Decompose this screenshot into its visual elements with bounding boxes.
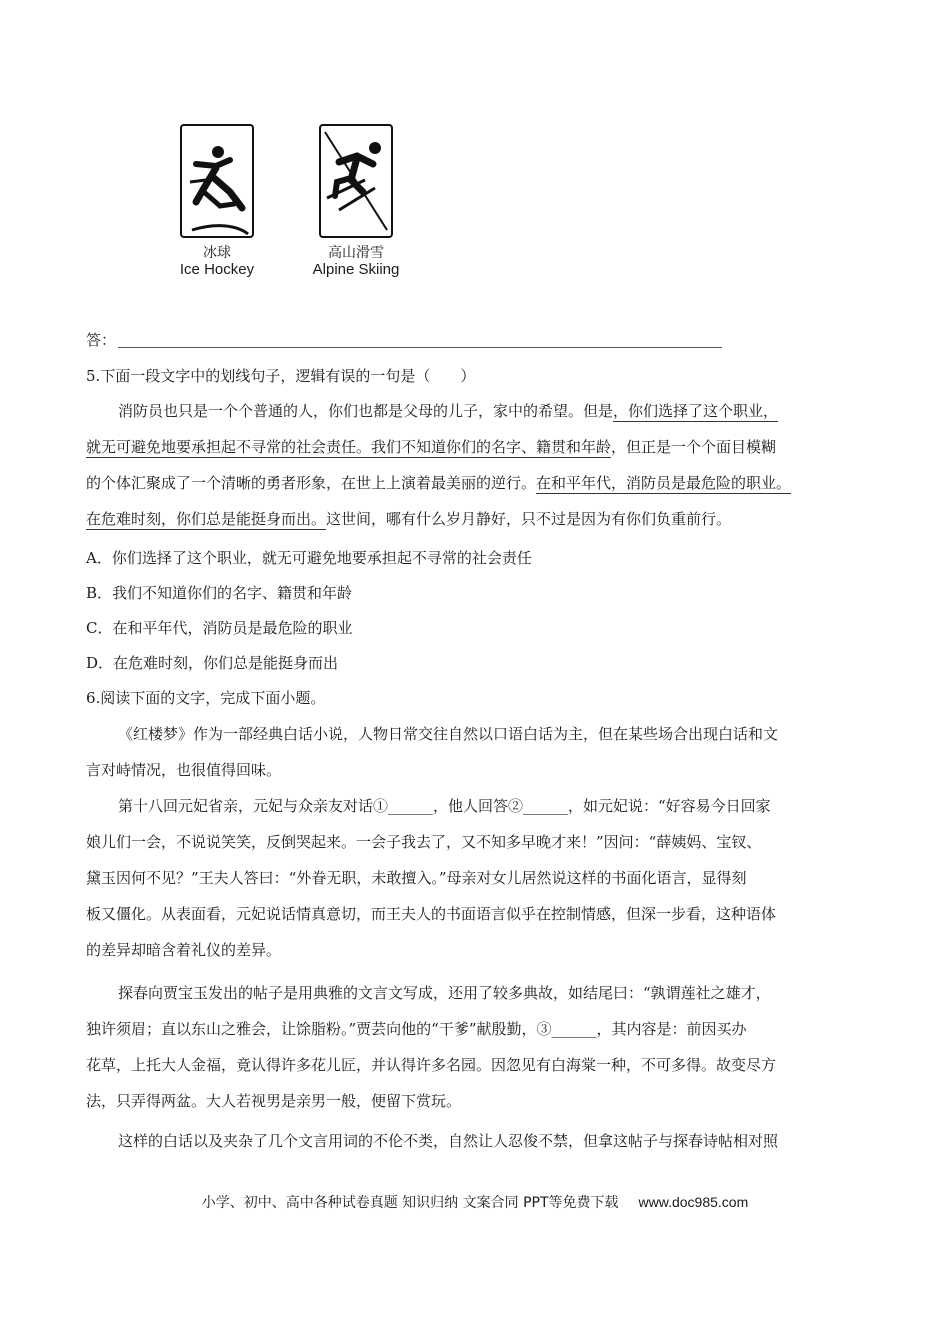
pictogram-label-zh: 冰球 (203, 245, 231, 261)
underlined-sentence: 在危难时刻，你们总是能挺身而出。 (86, 510, 327, 528)
passage-line: 这样的白话以及夹杂了几个文言用词的不伦不类，自然让人忍俊不禁，但拿这帖子与探春诗帖相对照 (118, 1132, 779, 1150)
option-d: D．在危难时刻，你们总是能挺身而出 (86, 654, 339, 672)
passage-line: 就无可避免地要承担起不寻常的社会责任。我们不知道你们的名字、籍贯和年龄，但正是一个个面目模糊 (86, 438, 777, 456)
ice-hockey-pictogram (178, 122, 256, 240)
answer-label: 答： (86, 331, 117, 349)
pictogram-label-en: Alpine Skiing (312, 261, 400, 278)
passage-line: 板又僵化。从表面看，元妃说话情真意切，而王夫人的书面语言似乎在控制情感，但深一步看，这种语体 (86, 905, 777, 923)
option-a: A．你们选择了这个职业，就无可避免地要承担起不寻常的社会责任 (86, 549, 532, 567)
passage-line: 言对峙情况，也很值得回味。 (86, 761, 282, 779)
underlined-sentence: 就无可避免地要承担起不寻常的社会责任。我们不知道你们的名字、籍贯和年龄 (86, 438, 612, 456)
passage-line: 在危难时刻，你们总是能挺身而出。这世间，哪有什么岁月静好，只不过是因为有你们负重前行。 (86, 510, 732, 528)
option-c: C．在和平年代，消防员是最危险的职业 (86, 619, 353, 637)
underlined-sentence: 在和平年代，消防员是最危险的职业。 (536, 474, 792, 492)
underlined-sentence: ，你们选择了这个职业， (613, 402, 779, 420)
pictogram-label-en: Ice Hockey (179, 261, 255, 278)
passage-line: 法，只弄得两盆。大人若视男是亲男一般，便留下赏玩。 (86, 1092, 462, 1110)
passage-line: 的差异却暗含着礼仪的差异。 (86, 941, 282, 959)
passage-line: 黛玉因何不见？”王夫人答曰：“外眷无职，未敢擅入。”母亲对女儿居然说这样的书面化语言，显得刻 (86, 869, 747, 887)
passage-line: 第十八回元妃省亲，元妃与众亲友对话①______，他人回答②______，如元妃说：“好容易今日回家 (118, 797, 771, 815)
footer-text: 小学、初中、高中各种试卷真题 知识归纳 文案合同 PPT等免费下载 (201, 1195, 619, 1211)
answer-line (118, 347, 722, 348)
footer-url[interactable]: www.doc985.com (638, 1194, 749, 1210)
page-footer (0, 1192, 950, 1212)
passage-line: 《红楼梦》作为一部经典白话小说，人物日常交往自然以口语白话为主，但在某些场合出现白话和文 (118, 725, 779, 743)
pictogram-label-zh: 高山滑雪 (328, 245, 384, 261)
question-5-stem: 5.下面一段文字中的划线句子，逻辑有误的一句是（ ） (86, 367, 476, 385)
passage-line: 花草，上托大人金福，竟认得许多花儿匠，并认得许多名园。因忽见有白海棠一种，不可多得。故变尽方 (86, 1056, 777, 1074)
passage-line: 消防员也只是一个个普通的人，你们也都是父母的儿子，家中的希望。但是，你们选择了这个职业， (118, 402, 779, 420)
passage-line: 的个体汇聚成了一个清晰的勇者形象，在世上上演着最美丽的逆行。在和平年代，消防员是最危险的职业。 (86, 474, 792, 492)
passage-line: 娘儿们一会，不说说笑笑，反倒哭起来。一会子我去了，又不知多早晚才来！”因问：“薛姨妈、宝钗、 (86, 833, 762, 851)
question-6-stem: 6.阅读下面的文字，完成下面小题。 (86, 689, 326, 707)
passage-line: 探春向贾宝玉发出的帖子是用典雅的文言文写成，还用了较多典故，如结尾曰：“孰谓莲社之雄才， (118, 984, 771, 1002)
alpine-skiing-pictogram (317, 122, 395, 240)
passage-line: 独许须眉；直以东山之雅会，让馀脂粉。”贾芸向他的“干爹”献殷勤，③______，其内容是：前因买办 (86, 1020, 747, 1038)
option-b: B．我们不知道你们的名字、籍贯和年龄 (86, 584, 353, 602)
